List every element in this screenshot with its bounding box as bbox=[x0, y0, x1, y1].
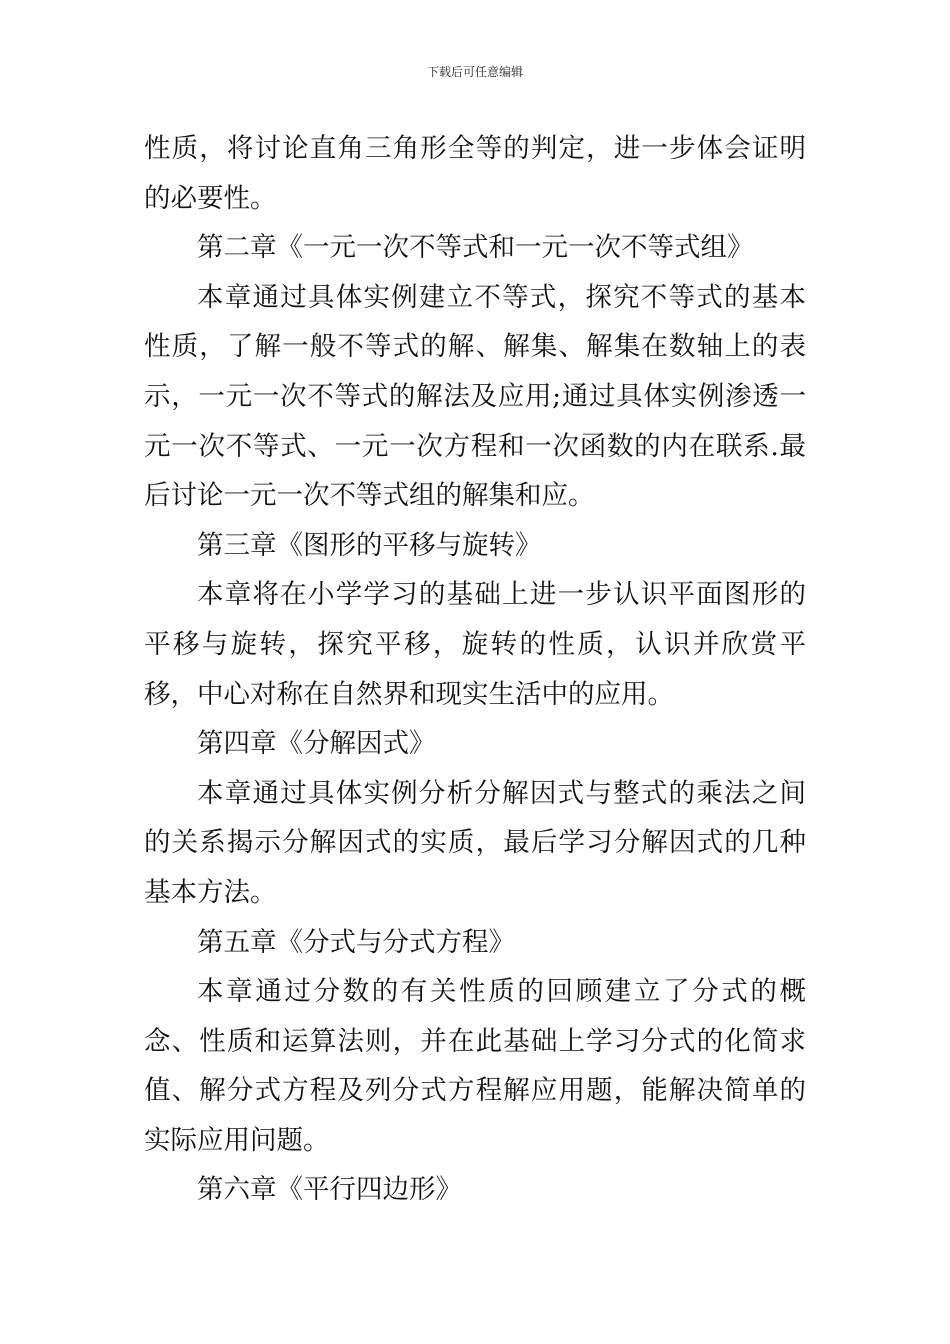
chapter-2-heading: 第二章《一元一次不等式和一元一次不等式组》 bbox=[197, 232, 754, 264]
chapter-5-heading: 第五章《分式与分式方程》 bbox=[197, 926, 515, 958]
paragraph-continuation: 性质，将讨论直角三角形全等的判定，进一步体会证明的必要性。 bbox=[144, 133, 806, 214]
document-body bbox=[144, 124, 806, 1215]
chapter-3-heading: 第三章《图形的平移与旋转》 bbox=[197, 529, 542, 561]
chapter-3-description: 本章将在小学学习的基础上进一步认识平面图形的平移与旋转，探究平移，旋转的性质，认识并欣赏平移，中心对称在自然界和现实生活中的应用。 bbox=[144, 579, 806, 710]
page-header: 下载后可任意编辑 bbox=[426, 65, 523, 79]
chapter-6-heading: 第六章《平行四边形》 bbox=[197, 1174, 462, 1206]
chapter-5-description: 本章通过分数的有关性质的回顾建立了分式的概念、性质和运算法则，并在此基础上学习分式的化简求值、解分式方程及列分式方程解应用题，能解决简单的实际应用问题。 bbox=[144, 976, 806, 1156]
chapter-2-description: 本章通过具体实例建立不等式，探究不等式的基本性质，了解一般不等式的解、解集、解集在数轴上的表示，一元一次不等式的解法及应用;通过具体实例渗透一元一次不等式、一元一次方程和一次函数的内在联系.最后讨论一元一次不等式组的解集和应。 bbox=[144, 281, 806, 512]
chapter-4-heading: 第四章《分解因式》 bbox=[197, 728, 436, 760]
chapter-4-description: 本章通过具体实例分析分解因式与整式的乘法之间的关系揭示分解因式的实质，最后学习分解因式的几种基本方法。 bbox=[144, 777, 806, 908]
